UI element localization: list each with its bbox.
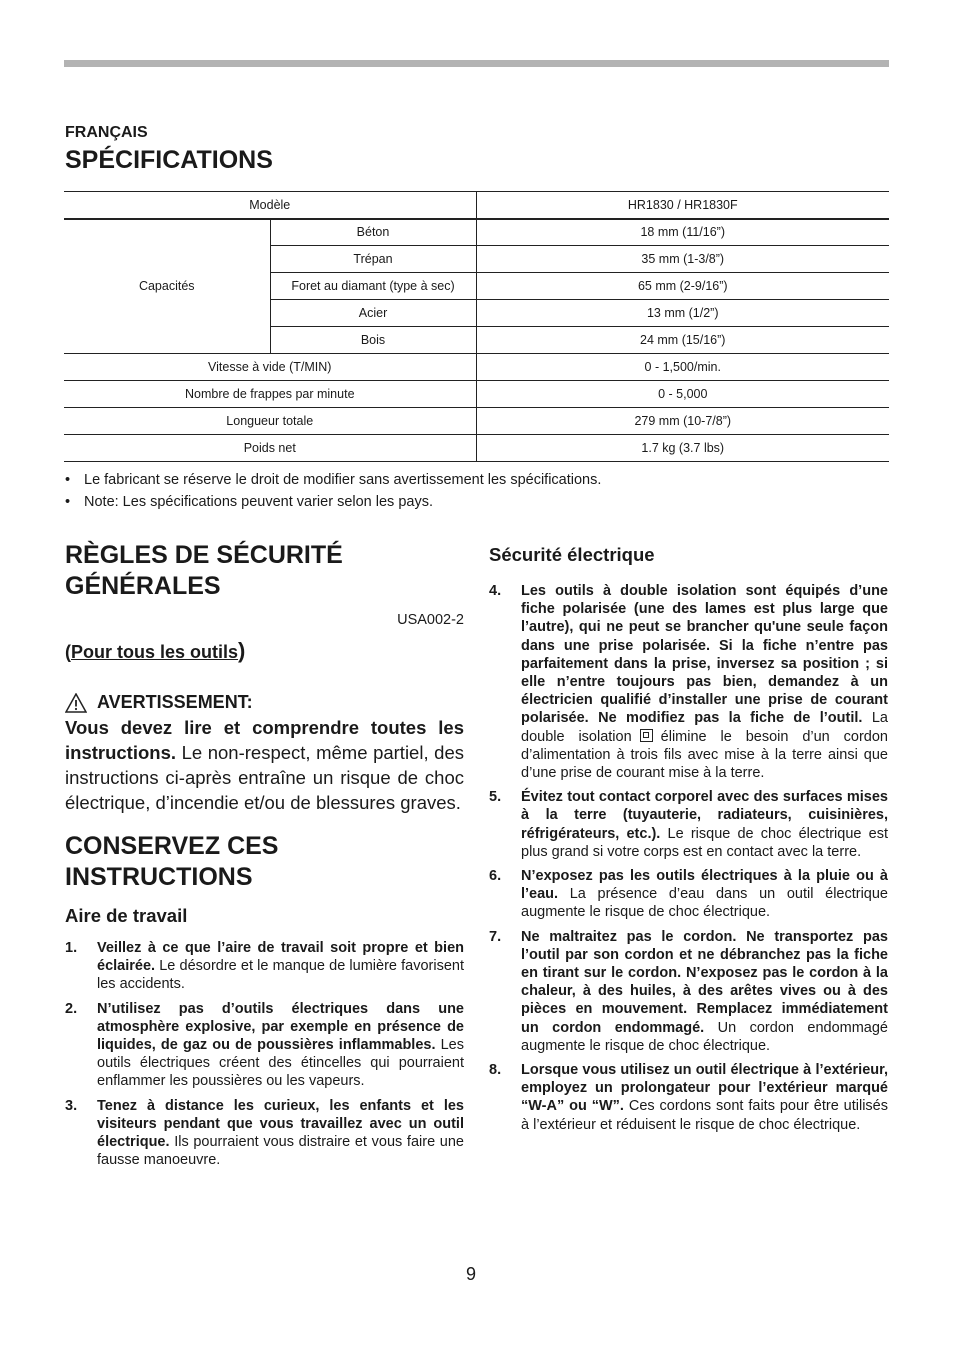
note-item: • Note: Les spécifications peuvent varier selon les pays. — [64, 491, 889, 513]
language-label: FRANÇAIS — [65, 124, 148, 141]
subtitle-text: Pour tous les outils — [71, 642, 239, 662]
item-text: Les outils électriques créent des étincelles qui pourraient enflammer les poussières ou les vapeurs. — [97, 1037, 464, 1090]
item-bold: Tenez à distance les curieux, les enfants et les visiteurs pendant que vous travaillez avec un outil électrique. — [97, 1097, 464, 1151]
item-bold: N’utilisez pas d’outils électriques dans une atmosphère explosive, par exemple en présence de liquides, de gaz ou de poussières inflammables. — [97, 1000, 464, 1054]
right-column — [489, 544, 888, 1140]
left-column — [65, 540, 464, 1175]
list-item — [489, 788, 888, 861]
table-cell-label: Longueur totale — [64, 408, 476, 435]
item-text: Ces cordons sont faits pour être utilisés à l’extérieur et réduisent le risque de choc électrique. — [521, 1098, 889, 1133]
keep-title-line2: INSTRUCTIONS — [65, 863, 253, 891]
table-row — [64, 408, 889, 435]
item-number: 3. — [65, 1097, 78, 1114]
item-text: Le risque de choc électrique est plus grand si votre corps est en contact avec la terre. — [521, 825, 888, 860]
list-item — [489, 582, 888, 782]
warning-triangle-icon — [65, 693, 87, 713]
warning-bold: Vous devez lire et comprendre toutes les instructions. — [65, 717, 464, 763]
item-bold: Ne maltraitez pas le cordon. Ne transportez pas l’outil par son cordon et ne débranchez pas la fiche en tirant sur le cordon. N’exposez pas le cordon à la chaleur, à des huiles, à des arêtes vives ou à des pièces en mouvement. Remplacez immédiatement un cordon endommagé. — [521, 928, 888, 1036]
document-code: USA002-2 — [397, 612, 464, 628]
item-bold: N’exposez pas les outils électriques à la pluie ou à l’eau. — [521, 868, 888, 903]
item-bold: Lorsque vous utilisez un outil électrique à l’extérieur, employez un prolongateur pour l’extérieur marqué “W-A” ou “W”. — [521, 1062, 888, 1115]
item-number: 8. — [489, 1062, 502, 1079]
table-cell-value: 18 mm (11/16”) — [476, 219, 889, 246]
table-cell-value: 24 mm (15/16”) — [476, 327, 889, 354]
item-text: La double isolation — [521, 710, 888, 745]
subtitle-close-paren: ) — [238, 638, 246, 663]
keep-instructions-title — [65, 831, 464, 893]
safety-title — [65, 540, 464, 602]
table-row — [64, 219, 889, 246]
list-item — [65, 1000, 464, 1091]
keep-title-line1: CONSERVEZ CES — [65, 832, 279, 860]
page-number: 9 — [466, 1264, 477, 1284]
table-cell-value: 0 - 1,500/min. — [476, 354, 889, 381]
table-cell-label: Vitesse à vide (T/MIN) — [64, 354, 476, 381]
table-cell-value: 13 mm (1/2”) — [476, 300, 889, 327]
table-cell-label: Béton — [270, 219, 476, 246]
item-bold: Les outils à double isolation sont équipés d’une fiche polarisée (une des lames est plus large que l’autre), qui ne peut se brancher qu'une seule façon dans une prise polarisée. Si la fiche n’entre pas parfaitement dans la prise, inversez sa position ; si elle n’entre toujours pas bien, demandez à un électricien qualifié d’installer une prise de courant polarisée. Ne modifiez pas la fiche de l’outil. — [521, 583, 888, 727]
subtitle-open-paren: ( — [65, 642, 71, 662]
item-text: Le désordre et le manque de lumière favorisent les accidents. — [97, 958, 464, 993]
item-text: élimine le besoin d’un cordon d’alimentation à trois fils avec mise à la terre ainsi que d’une prise de courant mise à la terre. — [521, 728, 888, 782]
list-item — [65, 1097, 464, 1170]
item-text: La présence d’eau dans un outil électrique augmente le risque de choc électrique. — [521, 886, 888, 921]
safety-title-line2: GÉNÉRALES — [65, 572, 221, 600]
table-cell-value: 279 mm (10-7/8”) — [476, 408, 889, 435]
note-item: • Le fabricant se réserve le droit de modifier sans avertissement les spécifications. — [64, 469, 889, 491]
table-cell-label: Bois — [270, 327, 476, 354]
table-cell-value: 0 - 5,000 — [476, 381, 889, 408]
item-number: 5. — [489, 789, 502, 806]
item-text: Ils pourraient vous distraire et vous faire une fausse manoeuvre. — [97, 1134, 464, 1169]
list-item — [489, 867, 888, 922]
top-rule — [64, 60, 889, 67]
table-cell-label: Acier — [270, 300, 476, 327]
work-area-list — [65, 939, 464, 1169]
item-bold: Évitez tout contact corporel avec des surfaces mises à la terre (tuyauterie, radiateurs, cuisinières, réfrigérateurs, etc.). — [521, 789, 888, 842]
table-row — [64, 192, 889, 219]
item-number: 2. — [65, 1000, 78, 1017]
safety-title-line1: RÈGLES DE SÉCURITÉ — [65, 541, 343, 569]
warning-text: Le non-respect, même partiel, des instructions ci-après entraîne un risque de choc électrique, d’incendie et/ou de blessures graves. — [65, 742, 464, 813]
electric-safety-list — [489, 582, 888, 1134]
work-area-title: Aire de travail — [65, 905, 188, 926]
item-text: Un cordon endommagé augmente le risque de choc électrique. — [521, 1019, 888, 1054]
table-cell-value: 35 mm (1-3/8”) — [476, 246, 889, 273]
warning-heading — [65, 692, 464, 713]
table-cell-value: 65 mm (2-9/16”) — [476, 273, 889, 300]
item-number: 7. — [489, 928, 502, 945]
table-cell-label: Trépan — [270, 246, 476, 273]
item-number: 4. — [489, 583, 502, 599]
list-item — [489, 1061, 888, 1134]
table-cell-label: Poids net — [64, 435, 476, 462]
warning-label: AVERTISSEMENT: — [97, 692, 253, 712]
table-cell-value: 1.7 kg (3.7 lbs) — [476, 435, 889, 462]
warning-body — [65, 715, 464, 815]
list-item — [489, 928, 888, 1055]
item-number: 1. — [65, 940, 78, 956]
list-item — [65, 939, 464, 994]
table-cell-label: Nombre de frappes par minute — [64, 381, 476, 408]
capacities-label: Capacités — [64, 219, 270, 354]
table-row — [64, 354, 889, 381]
specifications-table — [64, 191, 889, 462]
table-cell-value: HR1830 / HR1830F — [476, 192, 889, 219]
table-cell-label: Modèle — [64, 192, 476, 219]
double-insulation-icon — [640, 729, 653, 742]
electric-safety-title: Sécurité électrique — [489, 544, 655, 565]
page-title: SPÉCIFICATIONS — [65, 146, 273, 174]
table-cell-label: Foret au diamant (type à sec) — [270, 273, 476, 300]
item-number: 6. — [489, 868, 502, 885]
table-row — [64, 435, 889, 462]
table-row — [64, 381, 889, 408]
safety-subtitle — [65, 638, 464, 664]
item-bold: Veillez à ce que l’aire de travail soit propre et bien éclairée. — [97, 940, 464, 975]
spec-notes — [64, 469, 889, 513]
